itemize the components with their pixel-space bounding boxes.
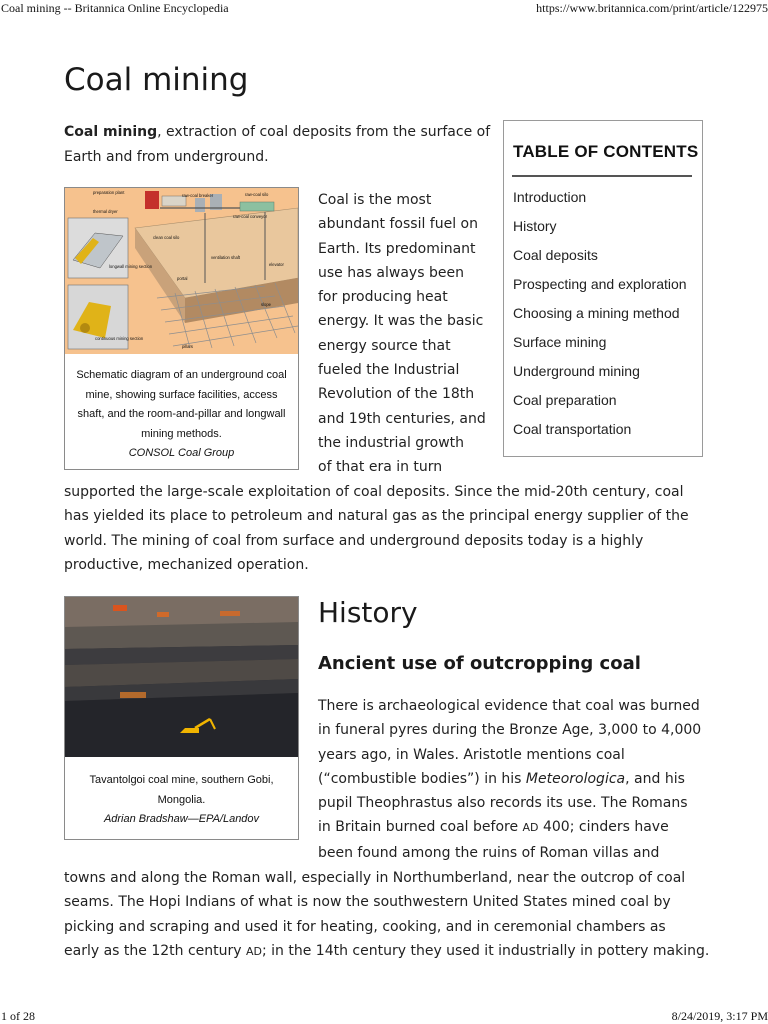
history-column-text (318, 694, 710, 865)
text-line: There is archaeological evidence that coal was burned (318, 698, 700, 714)
lead-text-line2: Earth and from underground. (64, 149, 269, 165)
caption-line: Schematic diagram of an underground coal (76, 369, 287, 381)
lead-text: , extraction of coal deposits from the surface of (157, 124, 491, 140)
label-longwall-section: longwall mining section (109, 264, 153, 269)
text-line (318, 815, 710, 840)
mine-photo-caption (69, 771, 294, 830)
print-footer (0, 1008, 768, 1024)
mine-diagram-caption (69, 366, 294, 464)
text-line: of that era in turn (318, 459, 443, 476)
text-line: energy. It was the basic (318, 313, 484, 330)
caption-line: Mongolia. (157, 793, 206, 806)
mine-diagram-image[interactable] (65, 188, 298, 354)
figure-credit: CONSOL Coal Group (128, 447, 235, 459)
era-abbrev: AD (246, 944, 262, 958)
era-abbrev: AD (522, 821, 539, 835)
text-line (318, 767, 710, 791)
print-header-url[interactable]: https://www.britannica.com/print/article/122975 (536, 1, 768, 15)
toc-item-coal-preparation[interactable]: Coal preparation (513, 392, 617, 408)
label-raw-coal-conveyor: raw-coal conveyor (233, 214, 267, 219)
lead-bold-term: Coal mining (64, 124, 158, 140)
text-line: has yielded its place to petroleum and natural gas as the principal energy supplier of the (64, 508, 689, 525)
text-fragment: 400; cinders have (538, 819, 669, 836)
caption-line: mining methods. (141, 427, 222, 440)
figure-credit: Adrian Bradshaw—EPA/Landov (103, 813, 260, 825)
text-line: Earth. Its predominant (318, 240, 476, 257)
page-number: 1 of 28 (1, 1009, 35, 1023)
text-fragment: , and his (625, 770, 685, 787)
label-portal: portal (177, 276, 188, 281)
caption-line: mine, showing surface facilities, access (85, 388, 278, 401)
text-line: abundant fossil fuel on (318, 216, 478, 233)
toc-item-coal-deposits[interactable]: Coal deposits (513, 247, 598, 263)
text-line: the industrial growth (318, 434, 465, 451)
text-line: Revolution of the 18th (318, 386, 475, 403)
label-pillars: pillars (182, 344, 193, 349)
subsection-heading: Ancient use of outcropping coal (318, 653, 641, 674)
text-line: world. The mining of coal from surface and underground deposits today is a highly (64, 532, 644, 549)
toc-item-choosing-method[interactable]: Choosing a mining method (513, 305, 680, 321)
text-line: seams. The Hopi Indians of what is now the southwestern United States mined coal by (64, 894, 671, 911)
text-line: years ago, in Wales. Aristotle mentions coal (318, 746, 625, 763)
text-fragment: ; in the 14th century they used it industrially in pottery making. (262, 942, 710, 959)
intro-wide-text (64, 480, 714, 577)
label-continuous-section: continuous mining section (95, 336, 144, 341)
toc-list (513, 183, 687, 444)
text-line: for producing heat (318, 289, 448, 306)
label-preparation-plant: preparation plant (93, 190, 125, 195)
intro-column-text (318, 188, 493, 480)
text-line: productive, mechanized operation. (64, 556, 309, 573)
table-of-contents (503, 120, 703, 457)
text-line: been found among the ruins of Roman villas and (318, 844, 660, 861)
label-thermal-dryer: thermal dryer (93, 209, 118, 214)
print-datetime: 8/24/2019, 3:17 PM (671, 1009, 768, 1023)
caption-line: shaft, and the room-and-pillar and longwall (77, 408, 286, 420)
text-line: in funeral pyres during the Bronze Age, 3,000 to 4,000 (318, 722, 702, 739)
text-line: Coal is the most (318, 192, 432, 208)
text-fragment: early as the 12th century (64, 942, 246, 959)
text-line: picking and scraping and used it for heating, cooking, and in ceremonial chambers as (64, 918, 666, 935)
text-fragment: in Britain burned coal before (318, 819, 523, 836)
history-heading: History (318, 596, 418, 629)
toc-divider (512, 175, 692, 177)
mine-photo-figure (64, 596, 299, 840)
label-ventilation-shaft: ventilation shaft (211, 255, 241, 260)
mine-diagram-figure (64, 187, 299, 470)
history-wide-text (64, 866, 714, 964)
label-clean-coal-silo: clean coal silo (153, 235, 180, 240)
text-line: energy source that (318, 337, 451, 354)
caption-line: Tavantolgoi coal mine, southern Gobi, (89, 774, 274, 786)
text-line: towns and along the Roman wall, especially in Northumberland, near the outcrop of coal (64, 870, 686, 886)
label-raw-coal-silo: raw-coal silo (245, 192, 269, 197)
toc-item-history[interactable]: History (513, 218, 557, 234)
page-title: Coal mining (64, 62, 249, 98)
label-slope: slope (261, 302, 272, 307)
text-line: use has always been (318, 264, 464, 281)
toc-item-prospecting[interactable]: Prospecting and exploration (513, 276, 687, 292)
print-header (0, 0, 768, 16)
label-elevator: elevator (269, 262, 284, 267)
text-line (64, 939, 714, 964)
text-line: pupil Theophrastus also records its use. The Romans (318, 795, 688, 812)
label-raw-coal-breaker: raw-coal breaker (182, 193, 214, 198)
text-fragment: (“combustible bodies”) in his (318, 770, 526, 787)
work-title: Meteorologica (525, 770, 626, 787)
toc-item-introduction[interactable]: Introduction (513, 189, 587, 205)
mine-photo-image[interactable] (65, 597, 298, 757)
text-line: supported the large-scale exploitation of coal deposits. Since the mid-20th century, coal (64, 484, 684, 500)
text-line: and 19th centuries, and (318, 410, 486, 427)
toc-item-underground-mining[interactable]: Underground mining (513, 363, 640, 379)
print-header-title: Coal mining -- Britannica Online Encyclopedia (1, 1, 229, 15)
lead-paragraph (64, 120, 494, 170)
toc-item-surface-mining[interactable]: Surface mining (513, 334, 607, 350)
toc-item-coal-transportation[interactable]: Coal transportation (513, 421, 632, 437)
toc-title: TABLE OF CONTENTS (513, 142, 699, 161)
text-line: fueled the Industrial (318, 362, 460, 379)
